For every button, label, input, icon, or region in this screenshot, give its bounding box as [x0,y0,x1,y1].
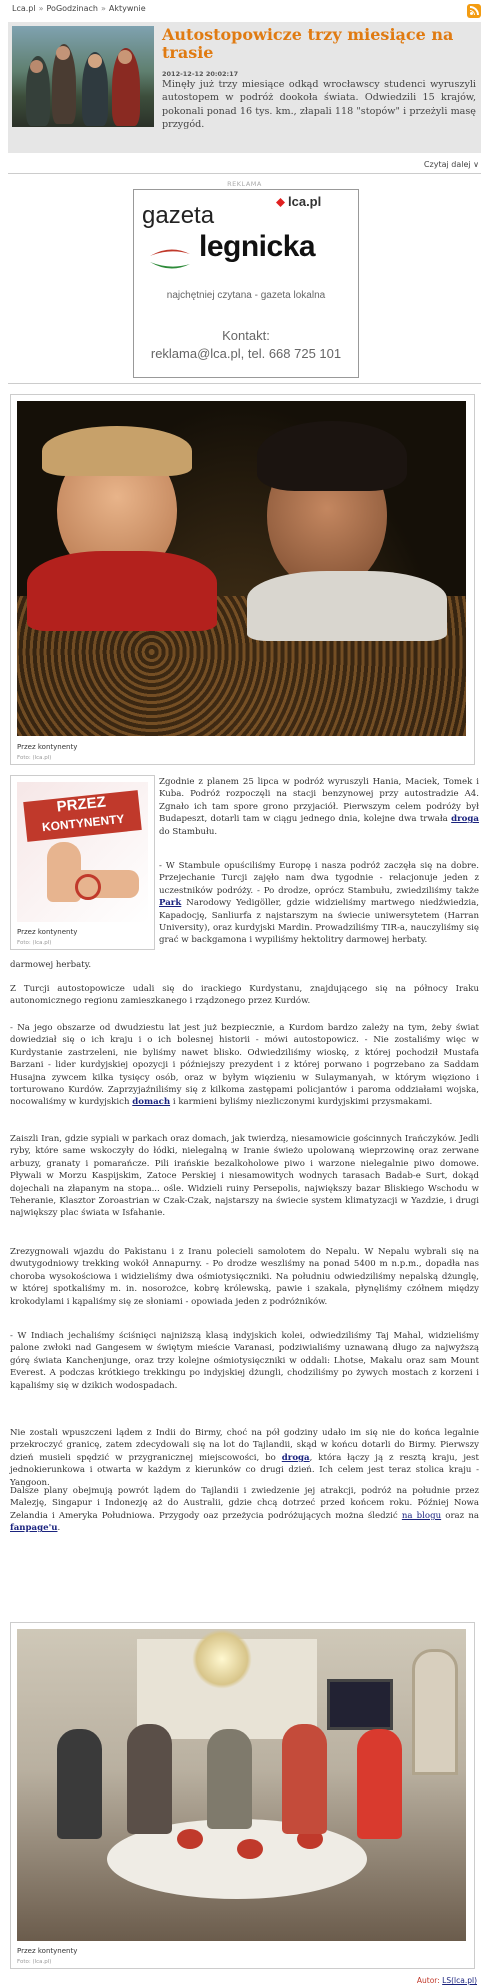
tag-link-park[interactable]: Park [159,898,182,909]
author-line: Autor: LS(lca.pl) [416,1976,477,1985]
divider [8,173,481,174]
author-link[interactable]: LS(lca.pl) [442,1976,477,1985]
photo-3-image[interactable] [17,1629,466,1941]
photo-3-source: Foto: (lca.pl) [17,1959,52,1965]
photo-2-source: Foto: (lca.pl) [17,940,52,946]
blog-link[interactable]: na blogu [401,1510,442,1521]
photo-figure-2 [10,775,155,950]
read-more-link[interactable]: Czytaj dalej ∨ [423,160,479,169]
ad-label: REKLAMA [227,180,262,188]
article-paragraph: Dalsze plany obejmują powrót lądem do Tajlandii i zwiedzenie jej atrakcji, podróż na południe przez Malezję, Singapur i Indonezję aż do Australii, gdzie chcą dotrzeć przed końcem roku. Później Nowa Zelandia i Ameryka Południowa. Przygody oaz przeżycia podróżujących można śledzić na blogu oraz na fanpage'u. [10,1486,480,1534]
article-paragraph: - W Stambule opuściliśmy Europę i nasza podróż zaczęła się na dobre. Przejechanie Turcji zajęło nam dwa tygodnie - relacjonuje jeden z uczestników podróży. - Po drodze, oprócz Stambułu, zwiedziliśmy także Park Narodowy Yedigöller, gdzie widzieliśmy martwego niedźwiedzia, Kapadocję, Sanliurfa z najstarszym na świecie uniwersytetem (Harran University), oraz kurdyjski Mardin. Prowadziliśmy TIR-a, nauczyliśmy się grać w backgamona i wypiliśmy hektolitry darmowej herbaty. [159,861,479,946]
lead-box [8,22,481,153]
photo-figure-3 [10,1622,475,1969]
article-paragraph: Zgodnie z planem 25 lipca w podróż wyruszyli Hania, Maciek, Tomek i Kuba. Podróż rozpoczęli na stacji benzynowej przy autostradzie A4. Zgnało ich tam spore grono przyjaciół. Pierwszym celem podróży był Budapeszt, dotarli tam w ciągu jednego dnia, kolejne dwa trwała droga do Stambułu. [159,777,479,837]
photo-figure-1 [10,394,475,765]
article-paragraph: - Na jego obszarze od dwudziestu lat jest już bezpiecznie, a Kurdom bardzo zależy na tym, żeby świat dowiedział się o ich kraju i o ich bolesnej historii - mówi autostopowicz. - Nie zostaliśmy więc w Kurdystanie zastrzeleni, nie byliśmy nawet blisko. Odwiedziliśmy wioskę, z której pochodził Mustafa Barzani - lider kurdyjskiej opozycji i późniejszy prezydent i z której porwano i pogrzebano za Saddam Husajna zywcem kilka tysięcy osób, oraz w byłym więzieniu w Sulaymanyah, w którym więziono i torturowano Kurdów. Zaprzyjaźniliśmy się z kilkoma zastępami policjantów i paroma oddziałami wojska, nocowaliśmy w kurdyjskich domach i karmieni byliśmy niezliczonymi kurdyjskimi przysmakami. [10,1023,479,1108]
lead-date: 2012-12-12 20:02:17 [162,70,239,78]
photo-1-image[interactable] [17,401,466,736]
ad-tagline: najchętniej czytana - gazeta lokalna [166,290,326,301]
article-paragraph: - W Indiach jechaliśmy ściśnięci najniższą klasą indyjskich kolei, odwiedziliśmy Taj Mahal, widzieliśmy palone zwłoki nad Gangesem w świętym mieście Varanasi, podziwialiśmy uznawaną długo za najwyższą górę świata Kanchenjunge, oraz trzy kolejne ośmiotysięczniki w oddali: Lhotse, Makalu oraz sam Mount Everest. A podczas krótkiego trekkingu po indyjskiej dżungli, chodziliśmy po żywych mostach z korzeni i kąpaliśmy się w dzikich wodospadach. [10,1331,479,1391]
lead-title-link[interactable]: Autostopowicze trzy miesiące na trasie [162,25,454,62]
lead-text: Minęły już trzy miesiące odkąd wrocławscy studenci wyruszyli autostopem w podróż dookoła świata. Odwiedzili 15 krajów, pokonali ponad 16 tys. km., złapali 118 "stopów" i przeżyli masę przygód. [162,79,476,131]
article-paragraph: Zrezygnowali wjazdu do Pakistanu i z Iranu polecieli samolotem do Nepalu. W Nepalu wybrali się na dwutygodniowy trekking wokół Annapurny. - Po drodze weszliśmy na ponad 5400 m n.p.m., dopadła nas choroba wysokościowa i widzieliśmy dwa ośmiotysięczniki. Na południu odwiedziliśmy nepalską dżunglę, w której spotkaliśmy m. in. nosorożce, kobrę królewską, pawie i szakala, płynęliśmy czółnem między krokodylami i kąpaliśmy się ze słoniami - opowiada jeden z podróżników. [10,1247,479,1307]
tag-link-domach[interactable]: domach [132,1097,171,1108]
breadcrumb: Lca.pl » PoGodzinach » Aktywnie [12,4,146,13]
photo-2-image[interactable]: PRZEZ KONTYNENTY [17,782,148,922]
swoosh-logo-icon [148,246,192,272]
photo-3-caption: Przez kontynenty [17,1947,78,1955]
divider [8,383,481,384]
photo-2-caption: Przez kontynenty [17,928,78,936]
ad-contact: Kontakt: reklama@lca.pl, tel. 668 725 101 [150,328,342,361]
ad-banner[interactable] [133,189,359,378]
breadcrumb-pogodzinach[interactable]: PoGodzinach [46,4,98,13]
rss-icon[interactable] [467,4,481,18]
diamond-icon [276,198,285,207]
breadcrumb-lca[interactable]: Lca.pl [12,4,36,13]
lead-photo[interactable] [12,26,154,127]
photo-1-caption: Przez kontynenty [17,743,78,751]
article-paragraph: Nie zostali wpuszczeni lądem z Indii do Birmy, choć na pół godziny udało im się nie do końca legalnie przekroczyć granicę, zatem zdecydowali się na lot do Tajlandii, skąd w końcu dotarli do Birmy. Pierwszy dzień musieli spędzić w przygranicznej miejscowości, bo droga, która łączy ją z resztą kraju, jest jednokierunkowa i otwarta w każdym z kierunków co drugi dzień. Ich celem jest teraz stolica kraju - Yangoon. [10,1428,479,1488]
article-paragraph: Z Turcji autostopowicze udali się do irackiego Kurdystanu, znajdującego się na północy Iraku autonomicznego regionu zamieszkanego i rządzonego przez Kurdów. [10,984,479,1007]
breadcrumb-aktywnie[interactable]: Aktywnie [108,4,146,13]
tag-link-droga-2[interactable]: droga [281,1452,310,1463]
ad-brand-main: legnicka [199,230,316,263]
ad-lca-logo: lca.pl [276,196,321,208]
tag-link-droga[interactable]: droga [451,814,479,825]
photo-1-source: Foto: (lca.pl) [17,755,52,761]
article-paragraph: Zaiszli Iran, gdzie sypiali w parkach oraz domach, jak twierdzą, niesamowicie gościnnych Irańczyków. Jedli ryby, które same wskoczyły do łódki, nielegalną w Iranie świeżo upolowaną wieprzowinę oraz zerwane arbuzy, granaty i pomarańcze. Pili irańskie bezalkoholowe piwo i warzone nielegalnie piwo domowe. Pływali w Morzu Kaspijskim, Zatoce Perskiej i niesamowitych wodnych tarasach Badab-e Surt, dokąd dojechali na złapanym na stopa... ośle. Widzieli ruiny Persepolis, największy bazar Bliskiego Wschodu w Teheranie, Klasztor Zoroastrian w Czak-Czak, najstarszy na świecie system klimatyzacji w Yazdzie, i drugi największy plac świata w Isfahanie. [10,1134,479,1219]
ad-brand-top: gazeta [142,202,215,229]
fanpage-link[interactable]: fanpage'u [10,1523,58,1534]
article-paragraph-tail: darmowej herbaty. [10,960,92,970]
